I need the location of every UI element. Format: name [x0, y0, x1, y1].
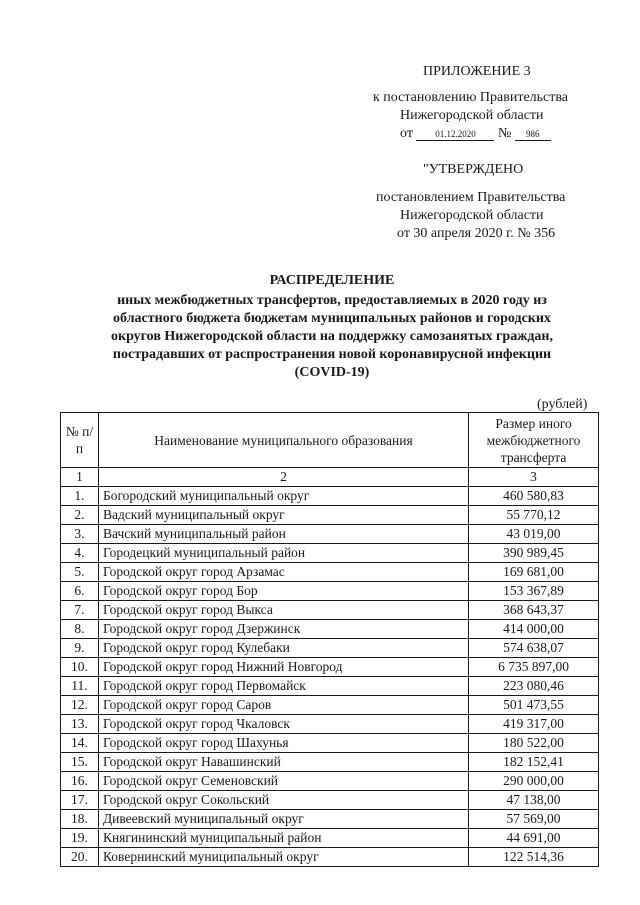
column-number: 1 — [61, 468, 99, 487]
municipality-name: Городской округ город Бор — [98, 582, 468, 601]
transfer-amount: 419 317,00 — [469, 715, 599, 734]
transfer-amount: 55 770,12 — [469, 506, 599, 525]
table-row — [61, 658, 599, 677]
transfer-amount: 57 569,00 — [469, 810, 599, 829]
approved-line-1: постановлением Правительства — [376, 190, 566, 205]
transfer-amount: 122 514,36 — [469, 848, 599, 867]
transfer-amount: 223 080,46 — [469, 677, 599, 696]
row-number: 19. — [61, 829, 99, 848]
row-number: 14. — [61, 734, 99, 753]
distribution-table — [60, 412, 599, 867]
municipality-name: Городской округ Навашинский — [98, 753, 468, 772]
table-row — [61, 544, 599, 563]
row-number: 6. — [61, 582, 99, 601]
approved-title: "УТВЕРЖДЕНО — [423, 162, 524, 177]
row-number: 10. — [61, 658, 99, 677]
title-line-5: (COVID-19) — [294, 365, 370, 380]
table-row — [61, 734, 599, 753]
table-row — [61, 639, 599, 658]
municipality-name: Ковернинский муниципальный округ — [98, 848, 468, 867]
table-row — [61, 620, 599, 639]
transfer-amount: 182 152,41 — [469, 753, 599, 772]
from-label: от — [400, 126, 413, 141]
transfer-amount: 43 019,00 — [469, 525, 599, 544]
header-amount: Размер иного межбюджетного трансферта — [469, 413, 599, 468]
table-column-numbers-row — [61, 468, 599, 487]
approved-line-3: от 30 апреля 2020 г. № 356 — [397, 226, 556, 241]
row-number: 20. — [61, 848, 99, 867]
appendix-date-line — [400, 124, 551, 143]
approved-line-2: Нижегородской области — [400, 208, 544, 223]
header-number: № п/п — [61, 413, 99, 468]
column-number: 2 — [98, 468, 468, 487]
municipality-name: Городской округ город Кулебаки — [98, 639, 468, 658]
municipality-name: Городской округ город Нижний Новгород — [98, 658, 468, 677]
municipality-name: Городецкий муниципальный район — [98, 544, 468, 563]
header-name: Наименование муниципального образования — [98, 413, 468, 468]
transfer-amount: 169 681,00 — [469, 563, 599, 582]
row-number: 15. — [61, 753, 99, 772]
document-title: РАСПРЕДЕЛЕНИЕ — [269, 273, 395, 288]
unit-label: (рублей) — [537, 397, 588, 412]
row-number: 16. — [61, 772, 99, 791]
municipality-name: Городской округ город Выкса — [98, 601, 468, 620]
table-row — [61, 677, 599, 696]
transfer-amount: 290 000,00 — [469, 772, 599, 791]
table-row — [61, 601, 599, 620]
row-number: 7. — [61, 601, 99, 620]
municipality-name: Городской округ город Арзамас — [98, 563, 468, 582]
row-number: 4. — [61, 544, 99, 563]
transfer-amount: 153 367,89 — [469, 582, 599, 601]
municipality-name: Вачский муниципальный район — [98, 525, 468, 544]
title-line-3: округов Нижегородской области на поддержку самозанятых граждан, — [111, 329, 553, 344]
resolution-number: 986 — [515, 128, 551, 141]
appendix-line-2: Нижегородской области — [400, 108, 544, 123]
transfer-amount: 44 691,00 — [469, 829, 599, 848]
municipality-name: Городской округ город Саров — [98, 696, 468, 715]
row-number: 12. — [61, 696, 99, 715]
title-line-4: пострадавших от распространения новой коронавирусной инфекции — [112, 347, 552, 362]
transfer-amount: 460 580,83 — [469, 487, 599, 506]
table-row — [61, 753, 599, 772]
title-line-1: иных межбюджетных трансфертов, предоставляемых в 2020 году из — [117, 293, 547, 308]
table-header-row — [61, 413, 599, 468]
title-line-2: областного бюджета бюджетам муниципальных районов и городских — [113, 311, 551, 326]
transfer-amount: 47 138,00 — [469, 791, 599, 810]
column-number: 3 — [469, 468, 599, 487]
row-number: 9. — [61, 639, 99, 658]
resolution-date: 01.12.2020 — [416, 128, 494, 141]
municipality-name: Богородский муниципальный округ — [98, 487, 468, 506]
transfer-amount: 414 000,00 — [469, 620, 599, 639]
municipality-name: Княгининский муниципальный район — [98, 829, 468, 848]
transfer-amount: 6 735 897,00 — [469, 658, 599, 677]
table-row — [61, 582, 599, 601]
table-row — [61, 506, 599, 525]
transfer-amount: 501 473,55 — [469, 696, 599, 715]
table-row — [61, 791, 599, 810]
row-number: 17. — [61, 791, 99, 810]
municipality-name: Вадский муниципальный округ — [98, 506, 468, 525]
row-number: 5. — [61, 563, 99, 582]
table-row — [61, 829, 599, 848]
row-number: 8. — [61, 620, 99, 639]
table-row — [61, 715, 599, 734]
municipality-name: Городской округ Сокольский — [98, 791, 468, 810]
municipality-name: Городской округ Семеновский — [98, 772, 468, 791]
transfer-amount: 390 989,45 — [469, 544, 599, 563]
table-row — [61, 848, 599, 867]
row-number: 3. — [61, 525, 99, 544]
table-row — [61, 772, 599, 791]
municipality-name: Городской округ город Первомайск — [98, 677, 468, 696]
number-label: № — [497, 126, 512, 141]
table-row — [61, 696, 599, 715]
appendix-title: ПРИЛОЖЕНИЕ 3 — [423, 64, 531, 79]
table-row — [61, 487, 599, 506]
municipality-name: Городской округ город Чкаловск — [98, 715, 468, 734]
municipality-name: Городской округ город Дзержинск — [98, 620, 468, 639]
transfer-amount: 574 638,07 — [469, 639, 599, 658]
municipality-name: Городской округ город Шахунья — [98, 734, 468, 753]
row-number: 11. — [61, 677, 99, 696]
row-number: 2. — [61, 506, 99, 525]
table-row — [61, 563, 599, 582]
table-row — [61, 810, 599, 829]
appendix-line-1: к постановлению Правительства — [373, 90, 569, 105]
transfer-amount: 180 522,00 — [469, 734, 599, 753]
municipality-name: Дивеевский муниципальный округ — [98, 810, 468, 829]
row-number: 1. — [61, 487, 99, 506]
table-row — [61, 525, 599, 544]
row-number: 13. — [61, 715, 99, 734]
transfer-amount: 368 643,37 — [469, 601, 599, 620]
row-number: 18. — [61, 810, 99, 829]
